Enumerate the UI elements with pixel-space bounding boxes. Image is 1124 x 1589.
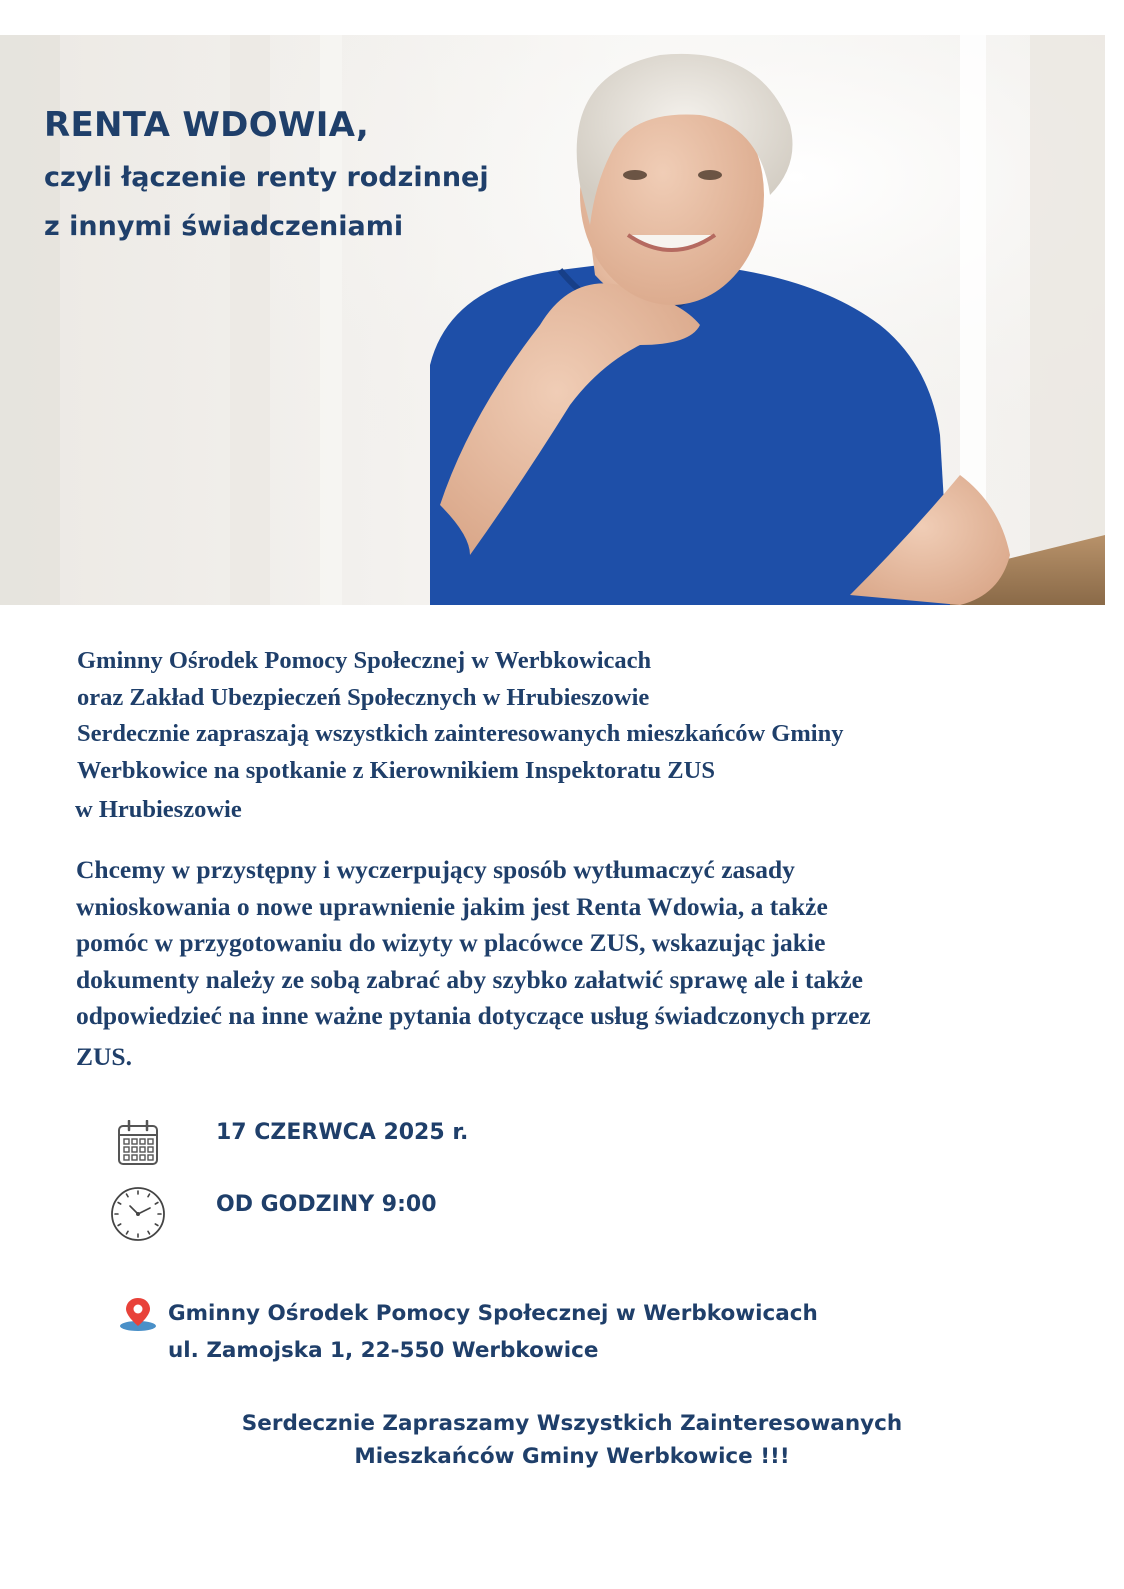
hero-subtitle-line1: czyli łączenie renty rodzinnej [44, 162, 489, 193]
body-line: ZUS. [76, 1041, 132, 1071]
location-pin-icon [119, 1296, 157, 1332]
clock-icon [110, 1186, 166, 1242]
body-line: pomóc w przygotowaniu do wizyty w placówce ZUS, wskazując jakie [76, 928, 826, 957]
hero-subtitle-line2: z innymi świadczeniami [44, 211, 404, 242]
closing-line2: Mieszkańców Gminy Werbkowice !!! [354, 1444, 790, 1469]
hero-banner [0, 35, 1105, 605]
event-date: 17 CZERWCA 2025 r. [216, 1120, 469, 1145]
intro-line: Gminny Ośrodek Pomocy Społecznej w Werbkowicach [77, 647, 652, 674]
event-time: OD GODZINY 9:00 [216, 1192, 437, 1217]
body-line: Chcemy w przystępny i wyczerpujący sposób wytłumaczyć zasady [76, 855, 795, 884]
body-line: dokumenty należy ze sobą zabrać aby szybko załatwić sprawę ale i także [76, 964, 863, 994]
intro-line: Serdecznie zapraszają wszystkich zainteresowanych mieszkańców Gminy [77, 720, 844, 747]
body-paragraph [76, 852, 976, 1075]
closing-line1: Serdecznie Zapraszamy Wszystkich Zainteresowanych [241, 1411, 903, 1436]
body-line: wnioskowania o nowe uprawnienie jakim jest Renta Wdowia, a także [76, 891, 828, 921]
intro-line: w Hrubieszowie [75, 796, 242, 823]
body-line: odpowiedzieć na inne ważne pytania dotyczące usług świadczonych przez [76, 1001, 871, 1030]
location-street: ul. Zamojska 1, 22-550 Werbkowice [168, 1338, 599, 1363]
intro-line: oraz Zakład Ubezpieczeń Społecznych w Hrubieszowie [77, 683, 650, 711]
intro-paragraph [77, 643, 977, 829]
hero-title: RENTA WDOWIA, [44, 105, 370, 145]
calendar-icon [117, 1120, 159, 1166]
location-name: Gminny Ośrodek Pomocy Społecznej w Werbkowicach [168, 1301, 818, 1326]
intro-line: Werbkowice na spotkanie z Kierownikiem Inspektoratu ZUS [77, 756, 715, 784]
